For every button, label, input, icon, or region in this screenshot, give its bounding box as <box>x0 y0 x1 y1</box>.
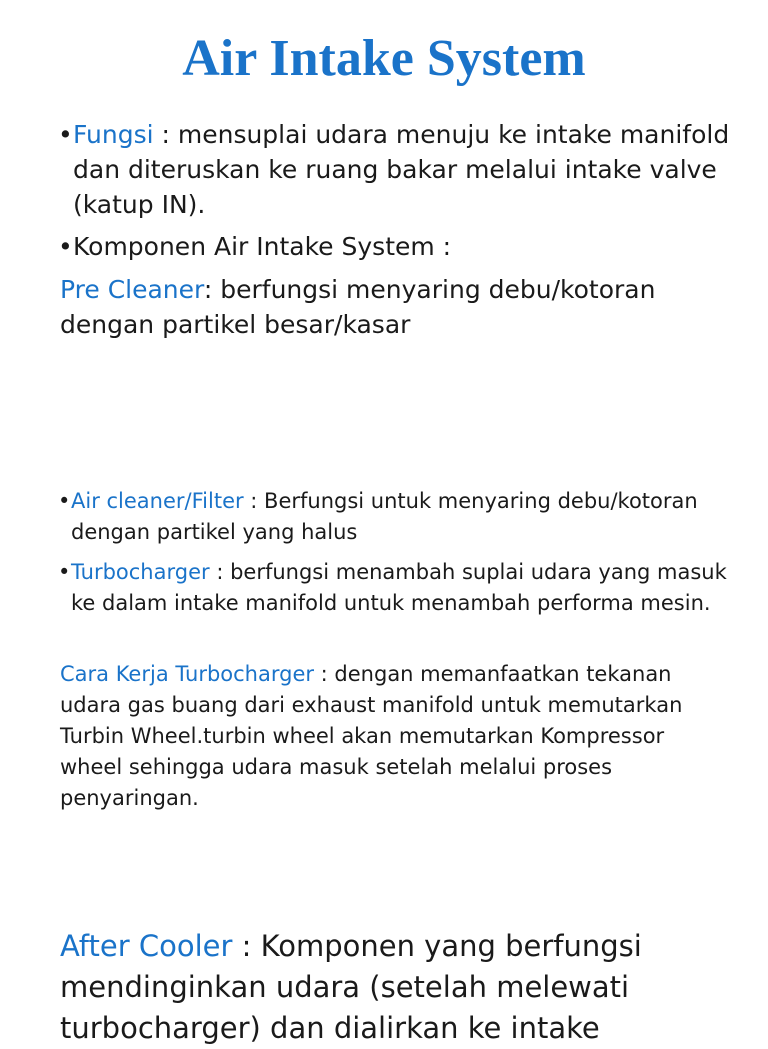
turbocharger-label: Turbocharger <box>71 560 210 584</box>
komponen-bullet-item <box>0 229 738 264</box>
cara-kerja-label: Cara Kerja Turbocharger <box>60 662 314 686</box>
fungsi-label: Fungsi <box>73 120 154 149</box>
cara-kerja-item <box>0 659 718 814</box>
cara-kerja-paragraph <box>60 659 718 814</box>
bullet-marker: • <box>58 489 71 513</box>
air-cleaner-label: Air cleaner/Filter <box>71 489 244 513</box>
after-cooler-label: After Cooler <box>60 929 233 963</box>
bullet-marker: • <box>58 120 73 149</box>
pre-cleaner-item <box>0 272 738 342</box>
fungsi-text: : mensuplai udara menuju ke intake manifold dan diteruskan ke ruang bakar melalui intake valve (katup IN). <box>73 120 730 219</box>
fungsi-bullet-item <box>0 117 738 222</box>
after-cooler-item <box>0 926 708 1049</box>
pre-cleaner-text: : berfungsi menyaring debu/kotoran dengan partikel besar/kasar <box>60 275 656 339</box>
komponen-text: Komponen Air Intake System : <box>73 232 452 261</box>
pre-cleaner-paragraph <box>60 272 738 342</box>
bullet-marker: • <box>58 560 71 584</box>
bullet-marker: • <box>58 232 73 261</box>
air-cleaner-bullet-item <box>0 486 738 548</box>
air-cleaner-text: : Berfungsi untuk menyaring debu/kotoran dengan partikel yang halus <box>71 489 698 544</box>
slide-title: Air Intake System <box>182 30 586 87</box>
fungsi-paragraph <box>73 117 738 222</box>
turbocharger-text: : berfungsi menambah suplai udara yang masuk ke dalam intake manifold untuk menambah performa mesin. <box>71 560 727 615</box>
turbocharger-paragraph <box>71 557 738 619</box>
after-cooler-text: : Komponen yang berfungsi mendinginkan udara (setelah melewati turbocharger) dan dialirkan ke intake <box>60 929 642 1045</box>
cara-kerja-text: : dengan memanfaatkan tekanan udara gas buang dari exhaust manifold untuk memutarkan Turbin Wheel.turbin wheel akan memutarkan Kompressor wheel sehingga udara masuk setelah melalui proses penyaringan. <box>60 662 683 810</box>
turbocharger-bullet-item <box>0 557 738 619</box>
pre-cleaner-label: Pre Cleaner <box>60 275 204 304</box>
air-cleaner-paragraph <box>71 486 738 548</box>
after-cooler-paragraph <box>60 926 708 1049</box>
